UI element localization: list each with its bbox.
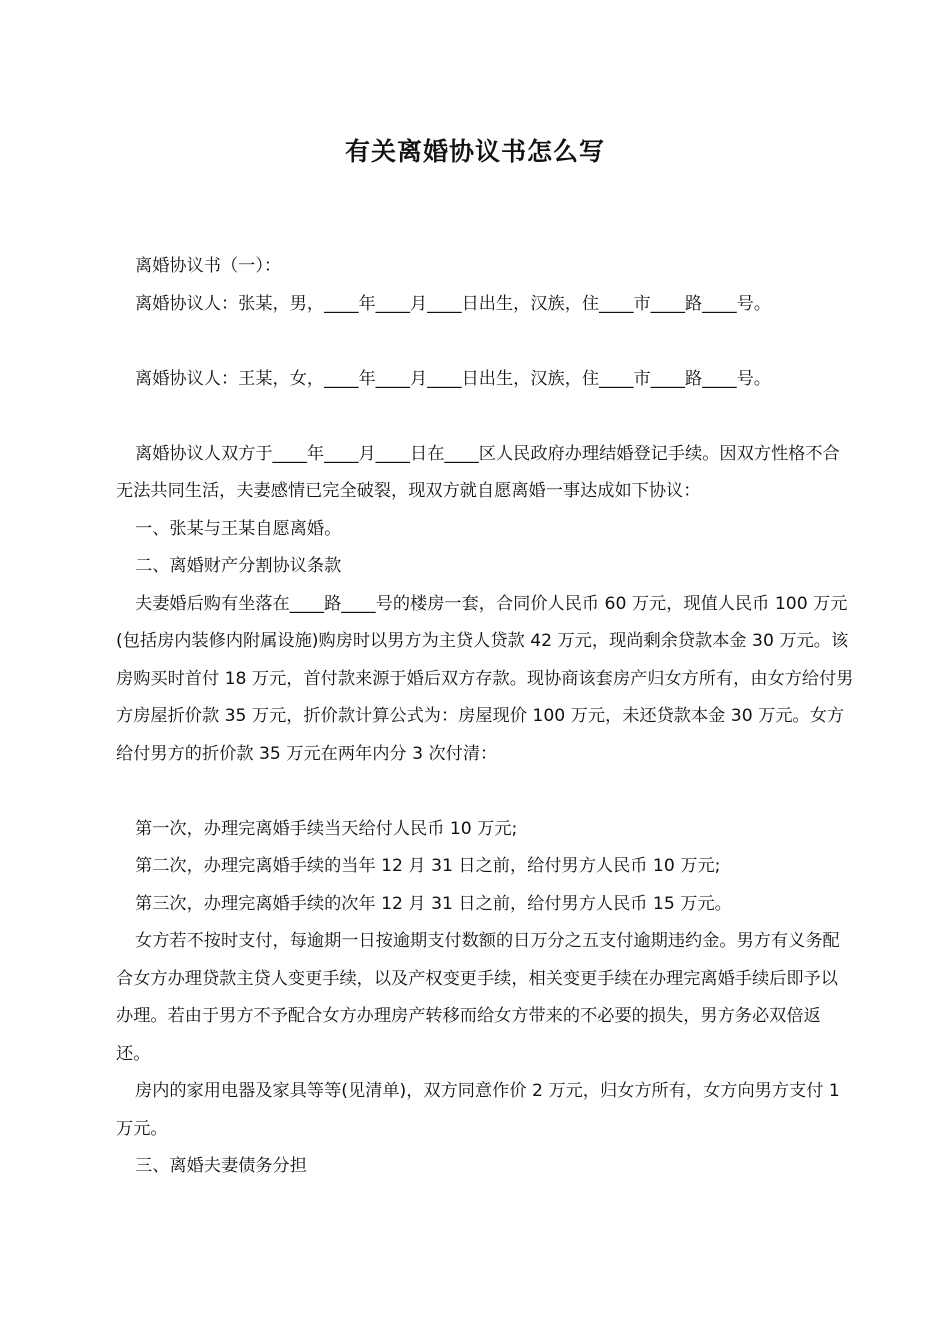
paragraph-late-payment: 女方若不按时支付，每逾期一日按逾期支付数额的日万分之五支付逾期违约金。男方有义务配合女方办理贷款主贷人变更手续，以及产权变更手续，相关变更手续在办理完离婚手续后即予以办理。若由于男方不予配合女方办理房产转移而给女方带来的不必要的损失，男方务必双倍返还。 [116, 931, 840, 1064]
paragraph-furniture: 房内的家用电器及家具等等(见清单)，双方同意作价 2 万元，归女方所有，女方向男方支付 1 万元。 [116, 1081, 840, 1139]
paragraph-payment-second: 第二次，办理完离婚手续的当年 12 月 31 日之前，给付男方人民币 10 万元; [135, 856, 721, 876]
paragraph-clause-one: 一、张某与王某自愿离婚。 [135, 518, 342, 539]
paragraph-payment-third: 第三次，办理完离婚手续的次年 12 月 31 日之前，给付男方人民币 15 万元。 [135, 893, 732, 914]
paragraph-clause-two-heading: 二、离婚财产分割协议条款 [135, 556, 342, 576]
document-title: 有关离婚协议书怎么写 [344, 137, 605, 166]
paragraph-payment-first: 第一次，办理完离婚手续当天给付人民币 10 万元; [135, 818, 518, 839]
paragraph-clause-three-heading: 三、离婚夫妻债务分担 [135, 1156, 307, 1176]
paragraph-party-wife: 离婚协议人：王某，女，____年____月____日出生，汉族，住____市____路____号。 [135, 368, 771, 389]
paragraph-party-husband: 离婚协议人：张某，男，____年____月____日出生，汉族，住____市____路____号。 [135, 293, 771, 314]
paragraph-marriage-background: 离婚协议人双方于____年____月____日在____区人民政府办理结婚登记手续。因双方性格不合无法共同生活，夫妻感情已完全破裂，现双方就自愿离婚一事达成如下协议： [116, 443, 840, 501]
document-body [116, 248, 854, 1186]
paragraph-heading-agreement-one: 离婚协议书（一）： [135, 256, 282, 276]
paragraph-property-house: 夫妻婚后购有坐落在____路____号的楼房一套，合同价人民币 60 万元，现值人民币 100 万元(包括房内装修内附属设施)购房时以男方为主贷人贷款 42 万元，现尚剩余贷款本金 30 万元。该房购买时首付 18 万元，首付款来源于婚后双方存款。现协商该套房产归女方所有，由女方给付男方房屋折价款 35 万元，折价款计算公式为：房屋现价 100 万元，未还贷款本金 30 万元。女方给付男方的折价款 35 万元在两年内分 3 次付清： [116, 593, 854, 764]
